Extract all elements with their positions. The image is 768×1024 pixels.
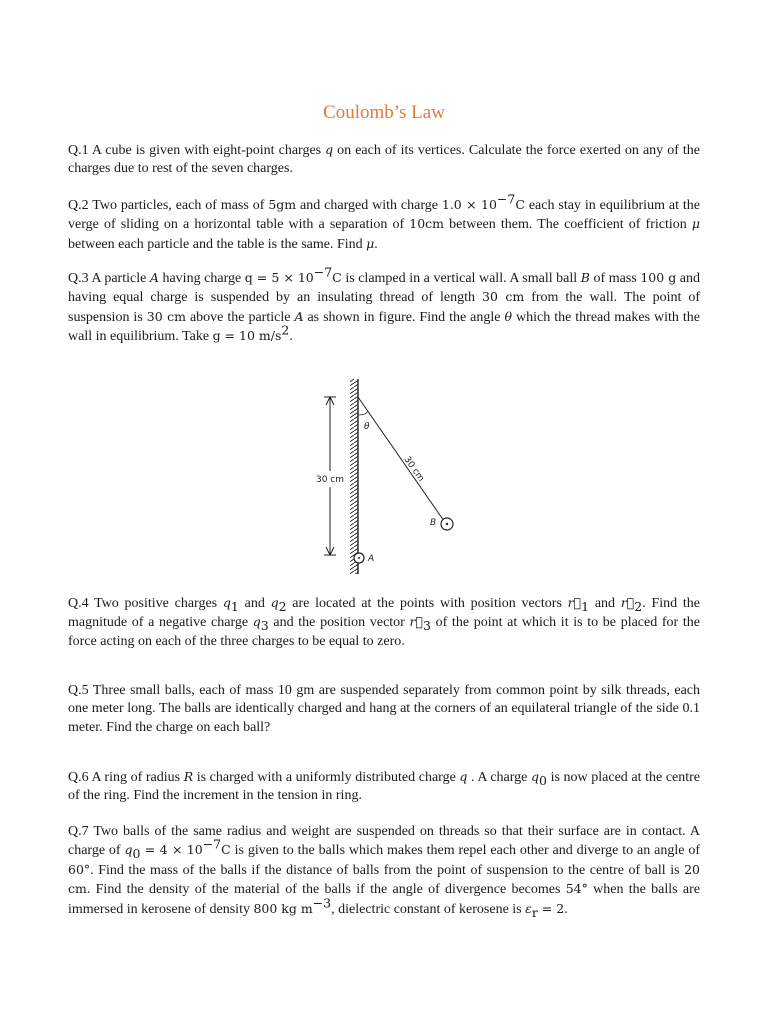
question-number: Q.3 (68, 271, 89, 286)
thread (358, 397, 444, 521)
pendulum-diagram (300, 375, 470, 580)
angle-arc (358, 411, 368, 415)
thread-length-label: 30 cm (401, 454, 426, 484)
particle-a-label: A (368, 554, 375, 564)
page-title: Coulomb’s Law (323, 102, 445, 123)
ball-b-label: B (430, 518, 437, 528)
ball-b-center (446, 523, 448, 525)
height-label: 30 cm (315, 475, 345, 485)
question-3: Q.3 A particle A having charge $q = 5 \times 10^{-7}C$ is clamped in a vertical wall. A small ball B of mass 100 g and having equal charge is suspended by an insulating thread of length 30 cm from the wall. The point of suspension is 30 cm above the particle A as shown in figure. Find the angle θ which the thread makes with the wall in equilibrium. Take g = 10 $m/s^2$. (68, 264, 701, 345)
pendulum-figure (300, 375, 470, 580)
question-number: Q.7 (68, 824, 89, 839)
wall-hatching (350, 379, 358, 574)
particle-a-center (358, 557, 360, 559)
question-number: Q.2 (68, 198, 89, 213)
question-5: Q.5 Three small balls, each of mass 10 gm are suspended separately from common point by silk threads, each one meter long. The balls are identically charged and hang at the corners of an equilateral triangle of the side 0.1 meter. Find the charge on each ball? (68, 683, 700, 735)
question-4: Q.4 Two positive charges $q_1$ and $q_2$ are located at the points with position vectors $r⃗_1$ and $r⃗_2$. Find the magnitude of a negative charge $q_3$ and the position vector $r⃗_3$ of the point at which it is to be placed for the force acting on each of the three charges to be equal to zero. (68, 595, 701, 649)
question-2: Q.2 Two particles, each of mass of 5gm and charged with charge $1.0 \times 10^{-7}C$ each stay in equilibrium at the verge of sliding on a horizontal table with a separation of 10cm between them. The coefficient of friction μ between each particle and the table is the same. Find μ. (68, 191, 700, 252)
question-number: Q.1 (68, 143, 89, 158)
question-1: Q.1 A cube is given with eight-point charges q on each of its vertices. Calculate the force exerted on any of the charges due to rest of the seven charges. (68, 142, 701, 177)
question-number: Q.5 (68, 683, 89, 698)
theta-label: θ (364, 422, 370, 432)
question-6: Q.6 A ring of radius R is charged with a uniformly distributed charge q . A charge $q_0$ is now placed at the centre of the ring. Find the increment in the tension in ring. (68, 769, 701, 804)
question-number: Q.4 (68, 596, 89, 611)
question-7: Q.7 Two balls of the same radius and weight are suspended on threads so that their surface are in contact. A charge of $q_0 = 4 \times 10^{-7}C$ is given to the balls which makes them repel each other and diverge to an angle of 60°. Find the mass of the balls if the distance of balls from the point of suspension to the centre of ball is 20 cm. Find the density of the material of the balls if the angle of divergence becomes 54° when the balls are immersed in kerosene of density 800 kg $m^{-3}$, dielectric constant of kerosene is $\varepsilon_r = 2$. (68, 824, 701, 920)
question-number: Q.6 (68, 770, 89, 785)
